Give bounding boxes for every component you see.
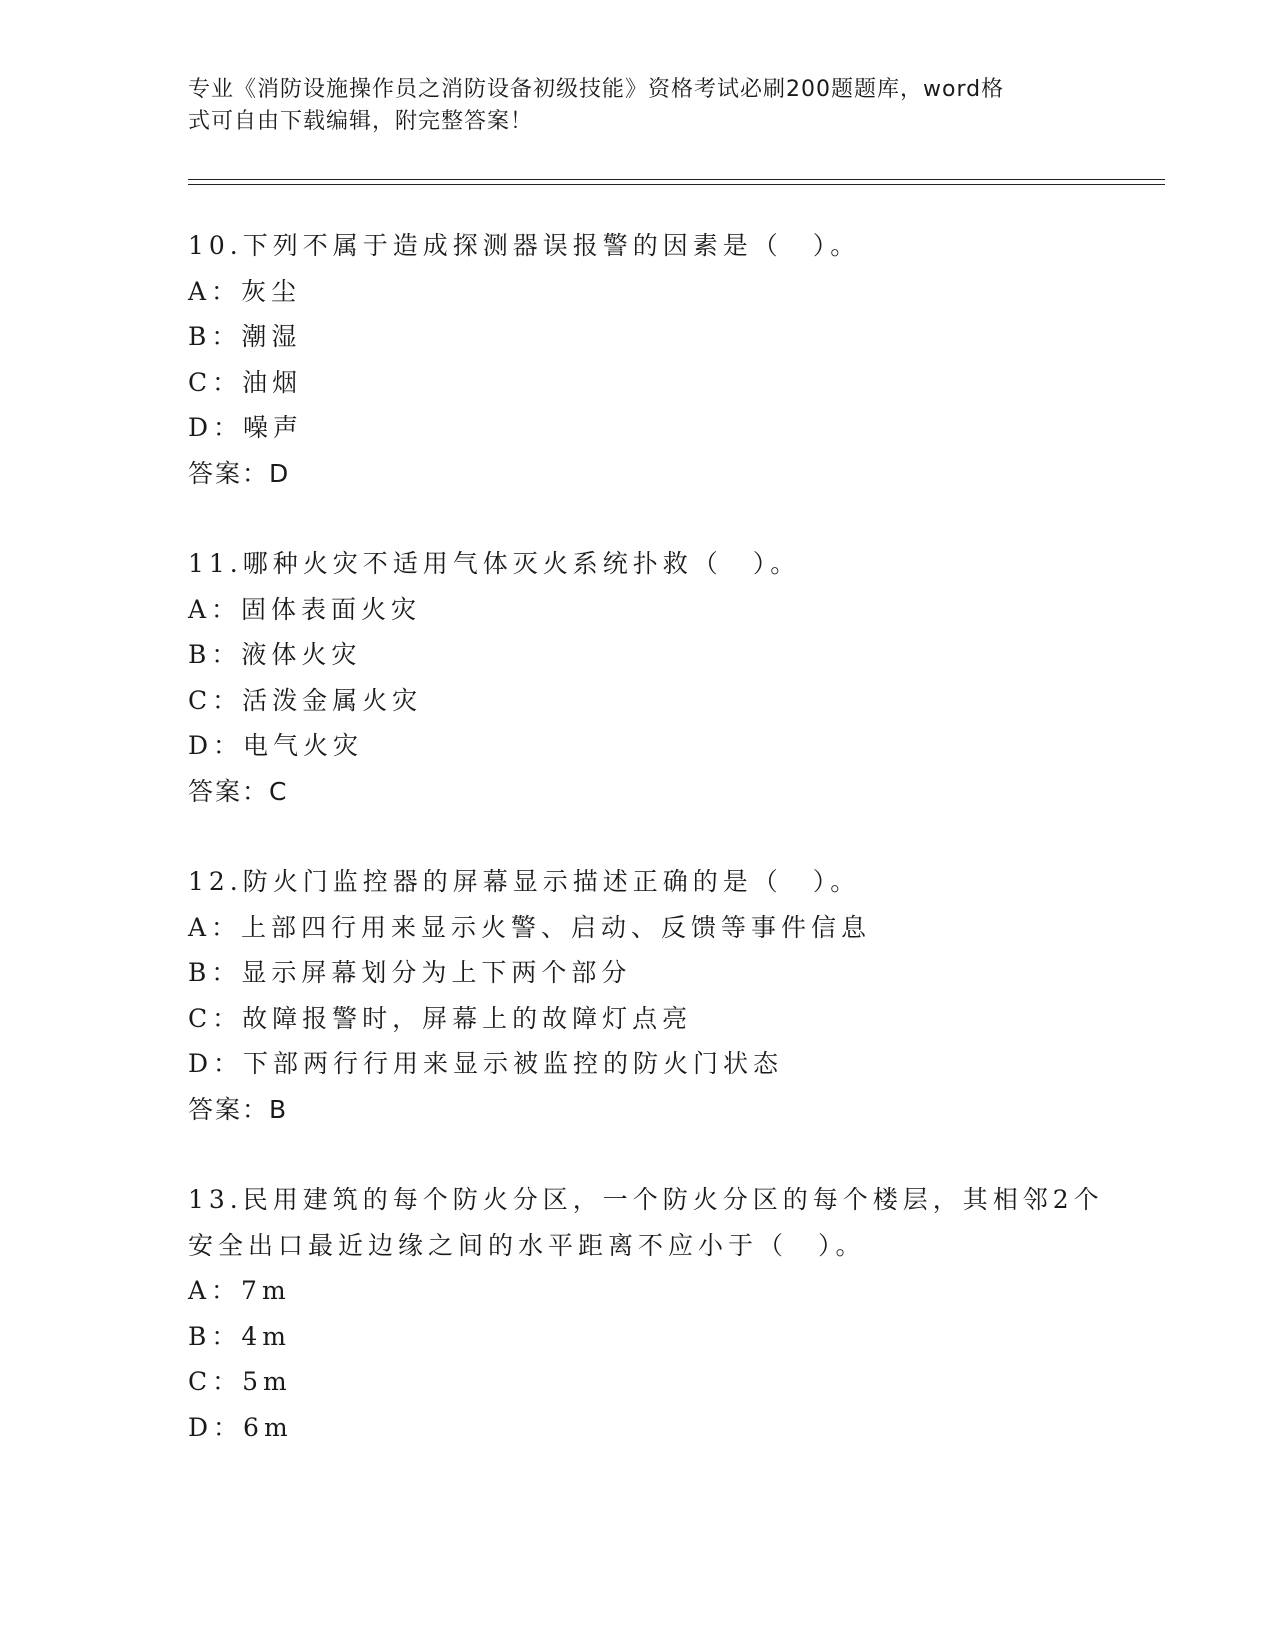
question-12 bbox=[188, 859, 1088, 1132]
option-d: D：电气火灾 bbox=[188, 731, 364, 760]
option-b: B：液体火灾 bbox=[188, 640, 362, 669]
header-line-1: 专业《消防设施操作员之消防设备初级技能》资格考试必刷200题题库，word格 bbox=[188, 77, 1005, 102]
option-a: A：7m bbox=[188, 1276, 291, 1305]
question-10 bbox=[188, 223, 1088, 496]
option-a: A：上部四行用来显示火警、启动、反馈等事件信息 bbox=[188, 912, 872, 942]
document-header bbox=[188, 74, 1088, 138]
option-c: C：活泼金属火灾 bbox=[188, 685, 423, 715]
question-stem: 12.防火门监控器的屏幕显示描述正确的是（ ）。 bbox=[188, 867, 861, 896]
option-c: C：5m bbox=[188, 1367, 292, 1396]
option-c: C：油烟 bbox=[188, 367, 303, 397]
question-stem: 10.下列不属于造成探测器误报警的因素是（ ）。 bbox=[188, 231, 861, 260]
option-b: B：显示屏幕划分为上下两个部分 bbox=[188, 958, 632, 987]
question-11 bbox=[188, 541, 1088, 814]
header-divider-bottom bbox=[188, 184, 1165, 185]
option-d: D：噪声 bbox=[188, 413, 304, 442]
answer-label: 答案：D bbox=[188, 458, 291, 488]
option-c: C：故障报警时，屏幕上的故障灯点亮 bbox=[188, 1003, 693, 1033]
question-13 bbox=[188, 1177, 1104, 1450]
option-b: B：4m bbox=[188, 1321, 291, 1351]
option-d: D：6m bbox=[188, 1412, 293, 1442]
option-d: D：下部两行行用来显示被监控的防火门状态 bbox=[188, 1049, 784, 1078]
option-a: A：灰尘 bbox=[188, 276, 302, 306]
question-stem: 11.哪种火灾不适用气体灭火系统扑救（ ）。 bbox=[188, 549, 801, 578]
option-b: B：潮湿 bbox=[188, 322, 302, 351]
question-stem-line-2: 安全出口最近边缘之间的水平距离不应小于（ ）。 bbox=[188, 1230, 866, 1260]
header-divider-top bbox=[188, 179, 1165, 180]
option-a: A：固体表面火灾 bbox=[188, 594, 422, 624]
answer-label: 答案：C bbox=[188, 776, 289, 806]
question-stem-line-1: 13.民用建筑的每个防火分区，一个防火分区的每个楼层，其相邻2个 bbox=[188, 1185, 1104, 1214]
header-line-2: 式可自由下载编辑，附完整答案！ bbox=[188, 109, 534, 134]
answer-label: 答案：B bbox=[188, 1094, 289, 1124]
